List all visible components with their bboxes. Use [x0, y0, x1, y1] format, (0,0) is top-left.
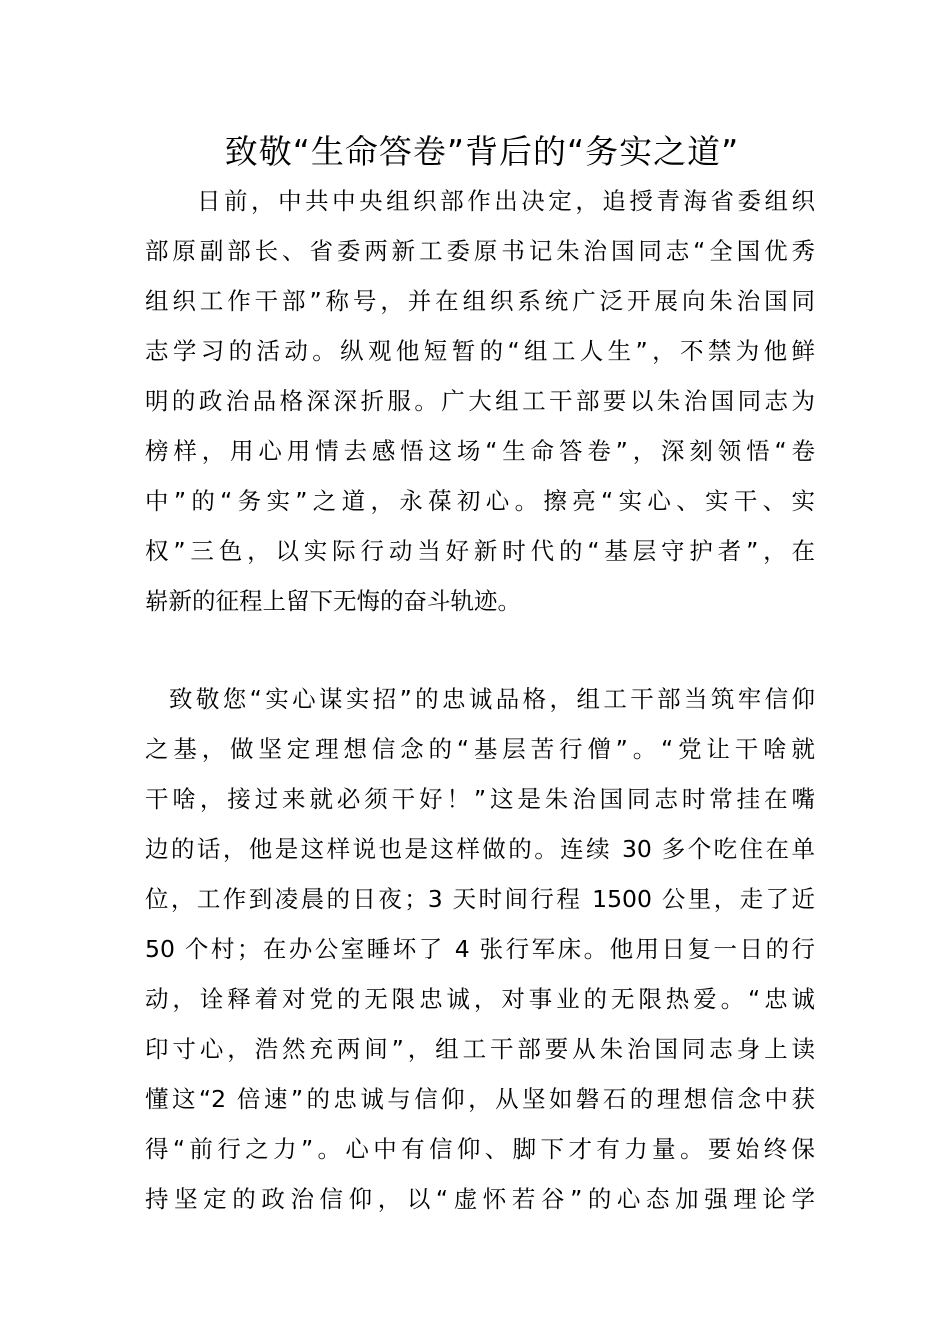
paragraph-line: 崭新的征程上留下无悔的奋斗轨迹。: [145, 587, 521, 615]
paragraph-line: 边的话，他是这样说也是这样做的。连续 30 多个吃住在单: [145, 835, 815, 863]
paragraph-line: 动，诠释着对党的无限忠诚，对事业的无限热爱。“忠诚: [145, 985, 815, 1013]
paragraph-line: 得“前行之力”。心中有信仰、脚下才有力量。要始终保: [145, 1135, 815, 1163]
paragraph-1: [145, 176, 815, 626]
paragraph-line: 榜样，用心用情去感悟这场“生命答卷”，深刻领悟“卷: [145, 437, 815, 465]
paragraph-line: 懂这“2 倍速”的忠诚与信仰，从坚如磐石的理想信念中获: [145, 1085, 815, 1113]
paragraph-line: 位，工作到凌晨的日夜；3 天时间行程 1500 公里，走了近: [145, 885, 815, 913]
paragraph-line: 日前，中共中央组织部作出决定，追授青海省委组织: [197, 187, 815, 215]
paragraph-line: 权”三色，以实际行动当好新时代的“基层守护者”，在: [145, 537, 815, 565]
paragraph-2: [145, 674, 815, 1224]
paragraph-line: 部原副部长、省委两新工委原书记朱治国同志“全国优秀: [145, 237, 815, 265]
paragraph-line: 干啥，接过来就必须干好！”这是朱治国同志时常挂在嘴: [145, 785, 815, 813]
paragraph-line: 持坚定的政治信仰，以“虚怀若谷”的心态加强理论学: [145, 1185, 815, 1213]
paragraph-line: 印寸心，浩然充两间”，组工干部要从朱治国同志身上读: [145, 1035, 815, 1063]
paragraph-line: 明的政治品格深深折服。广大组工干部要以朱治国同志为: [145, 387, 815, 415]
paragraph-line: 致敬您“实心谋实招”的忠诚品格，组工干部当筑牢信仰: [169, 685, 815, 713]
document-title: 致敬“生命答卷”背后的“务实之道”: [224, 132, 740, 171]
paragraph-line: 中”的“务实”之道，永葆初心。擦亮“实心、实干、实: [145, 487, 815, 515]
paragraph-line: 组织工作干部”称号，并在组织系统广泛开展向朱治国同: [145, 287, 815, 315]
paragraph-line: 50 个村；在办公室睡坏了 4 张行军床。他用日复一日的行: [145, 935, 815, 963]
paragraph-line: 之基，做坚定理想信念的“基层苦行僧”。“党让干啥就: [145, 735, 815, 763]
paragraph-line: 志学习的活动。纵观他短暂的“组工人生”，不禁为他鲜: [145, 337, 815, 365]
